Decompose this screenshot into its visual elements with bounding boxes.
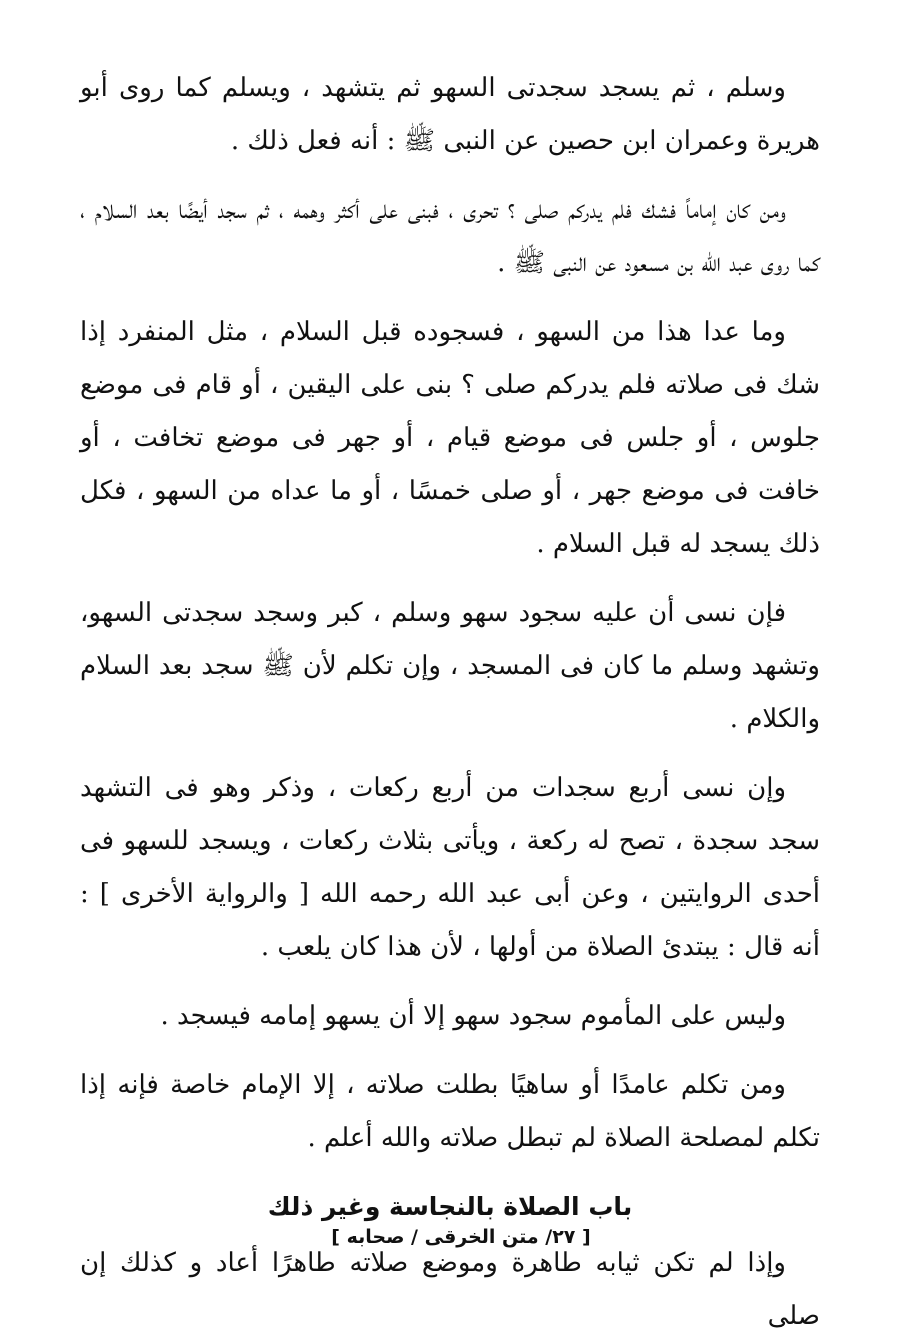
page-footer: [ ٢٧/ متن الخرقى / صحابه ]	[331, 1226, 591, 1248]
paragraph-2: ومن كان إماماً فشك فلم يدركم صلى ؟ تحرى ، فبنى على أكثر وهمه ، ثم سجد أيضًا بعد السلام ، كما روى عبد الله بن مسعود عن النبى ﷺ .	[80, 195, 820, 278]
main-text	[80, 62, 820, 1343]
paragraph-4: فإن نسى أن عليه سجود سهو وسلم ، كبر وسجد سجدتى السهو، وتشهد وسلم ما كان فى المسجد ، وإن تكلم لأن ﷺ سجد بعد السلام والكلام .	[80, 598, 820, 734]
paragraph-7: ومن تكلم عامدًا أو ساهيًا بطلت صلاته ، إلا الإمام خاصة فإنه إذا تكلم لمصلحة الصلاة لم تبطل صلاته والله أعلم .	[80, 1070, 820, 1153]
paragraph-8: وإذا لم تكن ثيابه طاهرة وموضع صلاته طاهرًا أعاد و كذلك إن صلى	[80, 1248, 820, 1331]
paragraph-3: وما عدا هذا من السهو ، فسجوده قبل السلام ، مثل المنفرد إذا شك فى صلاته فلم يدركم صلى ؟ بنى على اليقين ، أو قام فى موضع جلوس ، أو جلس فى موضع قيام ، أو جهر فى موضع تخافت ، أو خافت فى موضع جهر ، أو صلى خمسًا ، أو ما عداه من السهو ، فكل ذلك يسجد له قبل السلام .	[80, 317, 820, 559]
section-heading: باب الصلاة بالنجاسة وغير ذلك	[267, 1192, 633, 1221]
paragraph-6: وليس على المأموم سجود سهو إلا أن يسهو إمامه فيسجد .	[160, 1001, 786, 1031]
paragraph-5: وإن نسى أربع سجدات من أربع ركعات ، وذكر وهو فى التشهد سجد سجدة ، تصح له ركعة ، ويأتى بثلاث ركعات ، ويسجد للسهو فى أحدى الروايتين ، وعن أبى عبد الله رحمه الله [ والرواية الأخرى ] : أنه قال : يبتدئ الصلاة من أولها ، لأن هذا كان يلعب .	[80, 773, 820, 962]
paragraph-1: وسلم ، ثم يسجد سجدتى السهو ثم يتشهد ، ويسلم كما روى أبو هريرة وعمران ابن حصين عن النبى ﷺ : أنه فعل ذلك .	[80, 73, 820, 156]
